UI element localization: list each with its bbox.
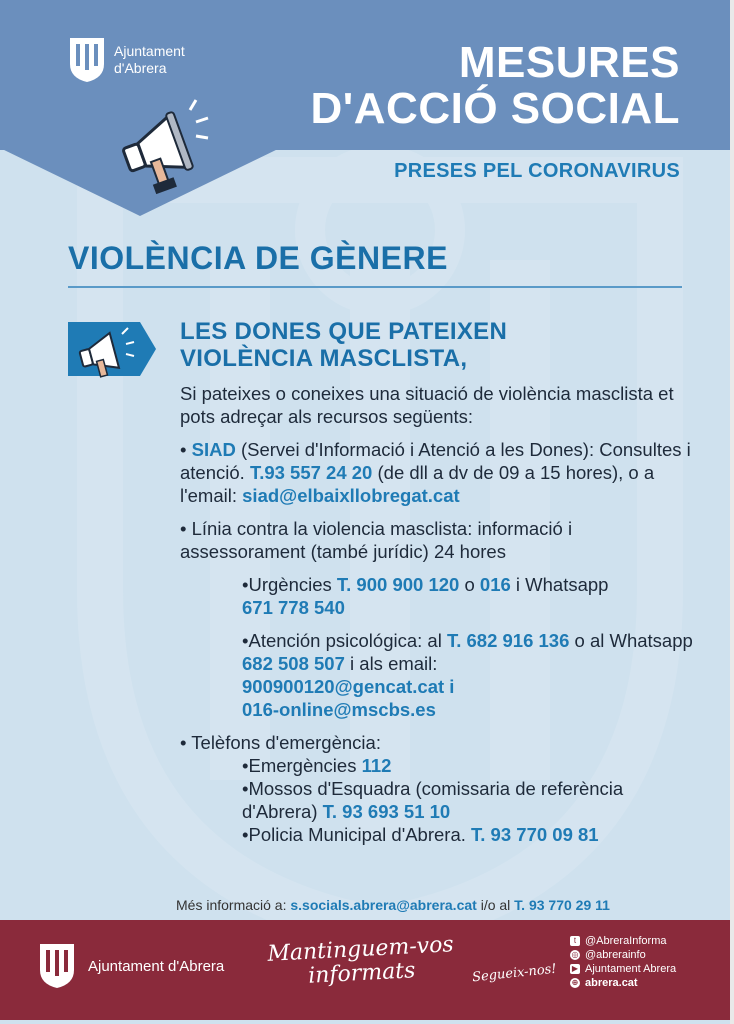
lead-heading: [180, 318, 507, 372]
intro-paragraph: Si pateixes o coneixes una situació de violència masclista et pots adreçar als recursos següents:: [180, 383, 674, 427]
title-line2: D'ACCIÓ SOCIAL: [310, 84, 680, 133]
more-info-label: Més informació a:: [176, 897, 291, 913]
siad-phone-link[interactable]: T.93 557 24 20: [249, 462, 373, 483]
social-links: [570, 934, 676, 990]
divider: [68, 286, 682, 288]
emergency-sublist: [180, 754, 700, 846]
ajuntament-logo[interactable]: [68, 36, 185, 84]
urgencies-label: •Urgències: [242, 574, 337, 595]
youtube-icon: ▶: [571, 964, 579, 973]
logo-line2: d'Abrera: [114, 60, 167, 76]
siad-name: SIAD: [191, 439, 236, 460]
siad-text2: (de dll a dv de 09 a 15 hores), o a l'email:: [180, 462, 655, 506]
instagram-link[interactable]: [570, 948, 676, 962]
motto-line1: Mantinguem-vos: [266, 932, 455, 967]
urgencies-whatsapp-link[interactable]: 671 778 540: [242, 597, 345, 618]
megaphone-icon: [110, 96, 210, 196]
policia-phone-link[interactable]: T. 93 770 09 81: [471, 824, 599, 845]
logo-text: [114, 43, 185, 77]
instagram-icon: ◎: [571, 950, 579, 959]
logo-line1: Ajuntament: [114, 43, 185, 59]
more-info-phone-link[interactable]: T. 93 770 29 11: [514, 897, 610, 913]
lead-line2: VIOLÈNCIA MASCLISTA,: [180, 345, 468, 372]
emergency-112-link[interactable]: 112: [361, 755, 392, 776]
twitter-handle: @AbreraInforma: [585, 935, 667, 947]
section-title: VIOLÈNCIA DE GÈNERE: [68, 240, 448, 276]
footer-logo[interactable]: [38, 942, 224, 990]
urgencies-or: o: [459, 574, 480, 595]
psychological-item: [242, 629, 700, 721]
emergency-112-label: •Emergències: [242, 755, 362, 776]
more-info-mid: i/o al: [476, 897, 515, 913]
body-text: [180, 382, 700, 846]
psychological-email2-link[interactable]: 016-online@mscbs.es: [242, 699, 436, 720]
lead-line1: LES DONES QUE PATEIXEN: [180, 318, 508, 345]
shield-crest-icon: [68, 36, 106, 84]
instagram-handle: @abrerainfo: [585, 949, 646, 961]
urgencies-016-link[interactable]: 016: [479, 574, 511, 595]
footer-logo-text: Ajuntament d'Abrera: [88, 957, 225, 975]
more-info-email-link[interactable]: s.socials.abrera@abrera.cat: [290, 897, 477, 913]
psychological-phone-link[interactable]: T. 682 916 136: [446, 630, 570, 651]
youtube-handle: Ajuntament Abrera: [585, 963, 677, 975]
policia-label: •Policia Municipal d'Abrera.: [242, 824, 472, 845]
motto-line2: informats: [307, 958, 416, 989]
psychological-email1-link[interactable]: 900900120@gencat.cat i: [242, 676, 455, 697]
emergency-title: • Telèfons d'emergència:: [180, 732, 381, 753]
psychological-label: •Atención psicológica: al: [242, 630, 447, 651]
youtube-link[interactable]: [570, 962, 676, 976]
title-line1: MESURES: [458, 38, 680, 87]
footer: [0, 920, 730, 1020]
helpline-paragraph: • Línia contra la violencia masclista: informació i assessorament (també jurídic) 24 hores: [180, 518, 573, 562]
shield-crest-icon: [38, 942, 76, 990]
mossos-phone-link[interactable]: T. 93 693 51 10: [322, 801, 451, 822]
emergency-item-112: [242, 754, 700, 777]
urgencies-phone-link[interactable]: T. 900 900 120: [336, 574, 460, 595]
twitter-icon: t: [570, 936, 580, 946]
psychological-whatsapp-link[interactable]: 682 508 507: [242, 653, 345, 674]
mossos-label: •Mossos d'Esquadra (comissaria de referència d'Abrera): [242, 778, 624, 822]
footer-motto: [267, 933, 456, 991]
psychological-mail-label: i als email:: [344, 653, 438, 674]
megaphone-badge-icon: [68, 316, 158, 382]
bullet: •: [180, 439, 192, 460]
web-url: abrera.cat: [585, 977, 638, 989]
globe-icon: ⊕: [571, 978, 579, 987]
page-title: [311, 40, 680, 132]
urgencies-item: [242, 573, 700, 619]
emergency-item-policia: [242, 823, 700, 846]
siad-text1: (Servei d'Informació i Atenció a les Dones): Consultes i atenció.: [180, 439, 691, 483]
web-link[interactable]: [570, 976, 676, 990]
page-edge: [730, 0, 734, 1024]
helpline-sublist: [180, 573, 700, 721]
psychological-mid: o al Whatsapp: [569, 630, 693, 651]
siad-paragraph: [180, 438, 700, 507]
follow-us: Segueix-nos!: [471, 961, 558, 986]
twitter-link[interactable]: [570, 934, 676, 948]
emergency-item-mossos: [242, 777, 700, 823]
more-info: [176, 897, 610, 913]
urgencies-whatsapp-label: i Whatsapp: [510, 574, 609, 595]
subtitle: PRESES PEL CORONAVIRUS: [394, 160, 680, 182]
siad-email-link[interactable]: siad@elbaixllobregat.cat: [242, 485, 460, 506]
